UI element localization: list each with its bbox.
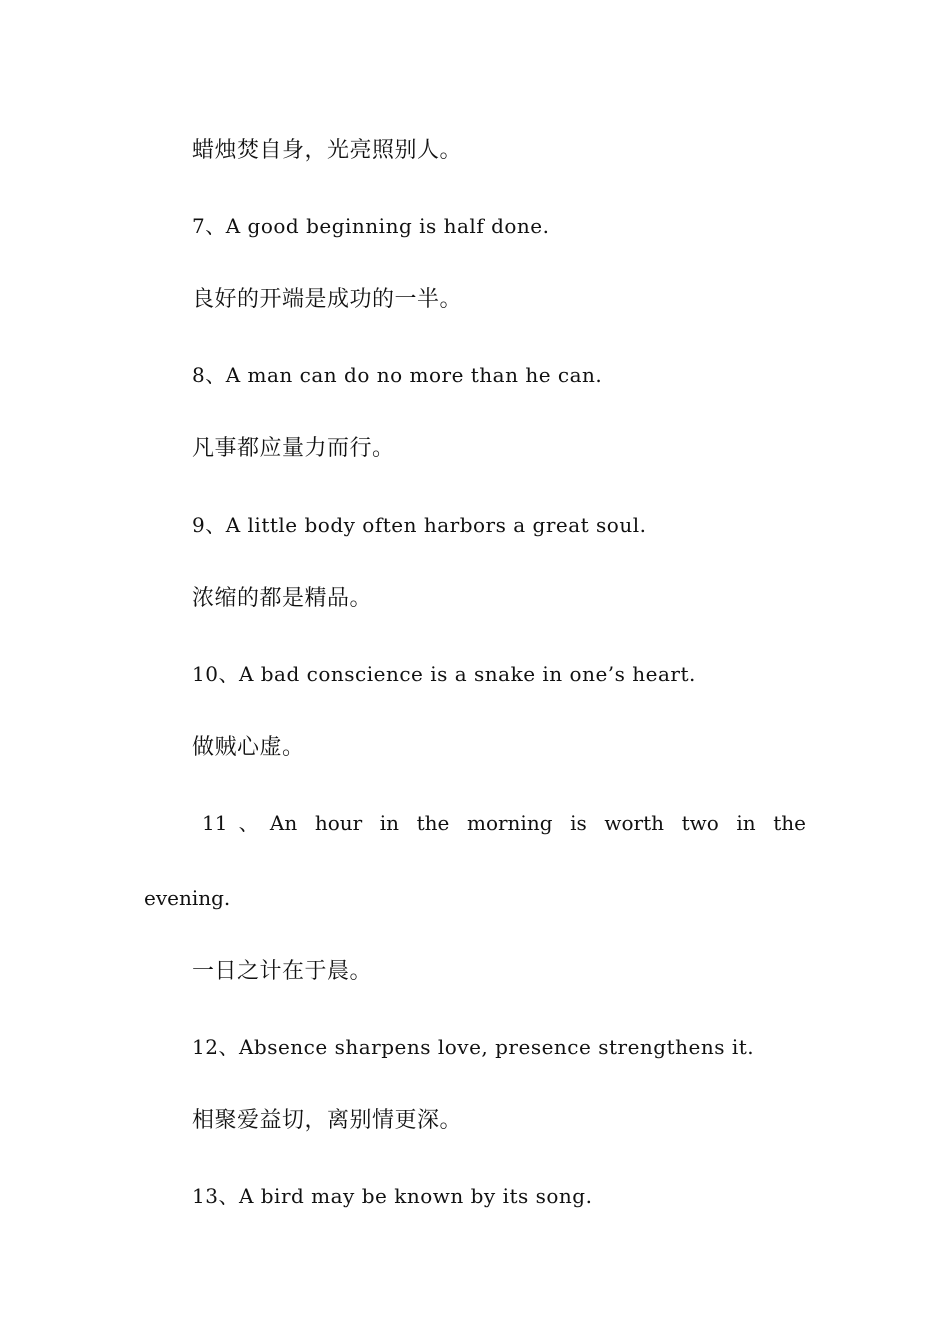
proverb-9: 9、A little body often harbors a great soul. xyxy=(192,513,647,537)
proverb-13: 13、A bird may be known by its song. xyxy=(192,1184,593,1208)
translation-12: 相聚爱益切，离别情更深。 xyxy=(192,1108,463,1133)
translation-8: 凡事都应量力而行。 xyxy=(192,436,395,461)
proverb-8: 8、A man can do no more than he can. xyxy=(192,363,603,387)
proverb-12: 12、Absence sharpens love, presence strengthens it. xyxy=(192,1035,755,1059)
translation-6: 蜡烛焚自身，光亮照别人。 xyxy=(192,138,463,163)
proverb-11-continued: evening. xyxy=(144,886,231,910)
translation-11: 一日之计在于晨。 xyxy=(192,959,373,984)
translation-9: 浓缩的都是精品。 xyxy=(192,586,373,611)
proverb-11: 11、An hour in the morning is worth two in the xyxy=(202,811,806,835)
translation-10: 做贼心虚。 xyxy=(192,735,305,760)
proverb-7: 7、A good beginning is half done. xyxy=(192,214,550,238)
translation-7: 良好的开端是成功的一半。 xyxy=(192,287,463,312)
proverb-10: 10、A bad conscience is a snake in one’s heart. xyxy=(192,662,696,686)
